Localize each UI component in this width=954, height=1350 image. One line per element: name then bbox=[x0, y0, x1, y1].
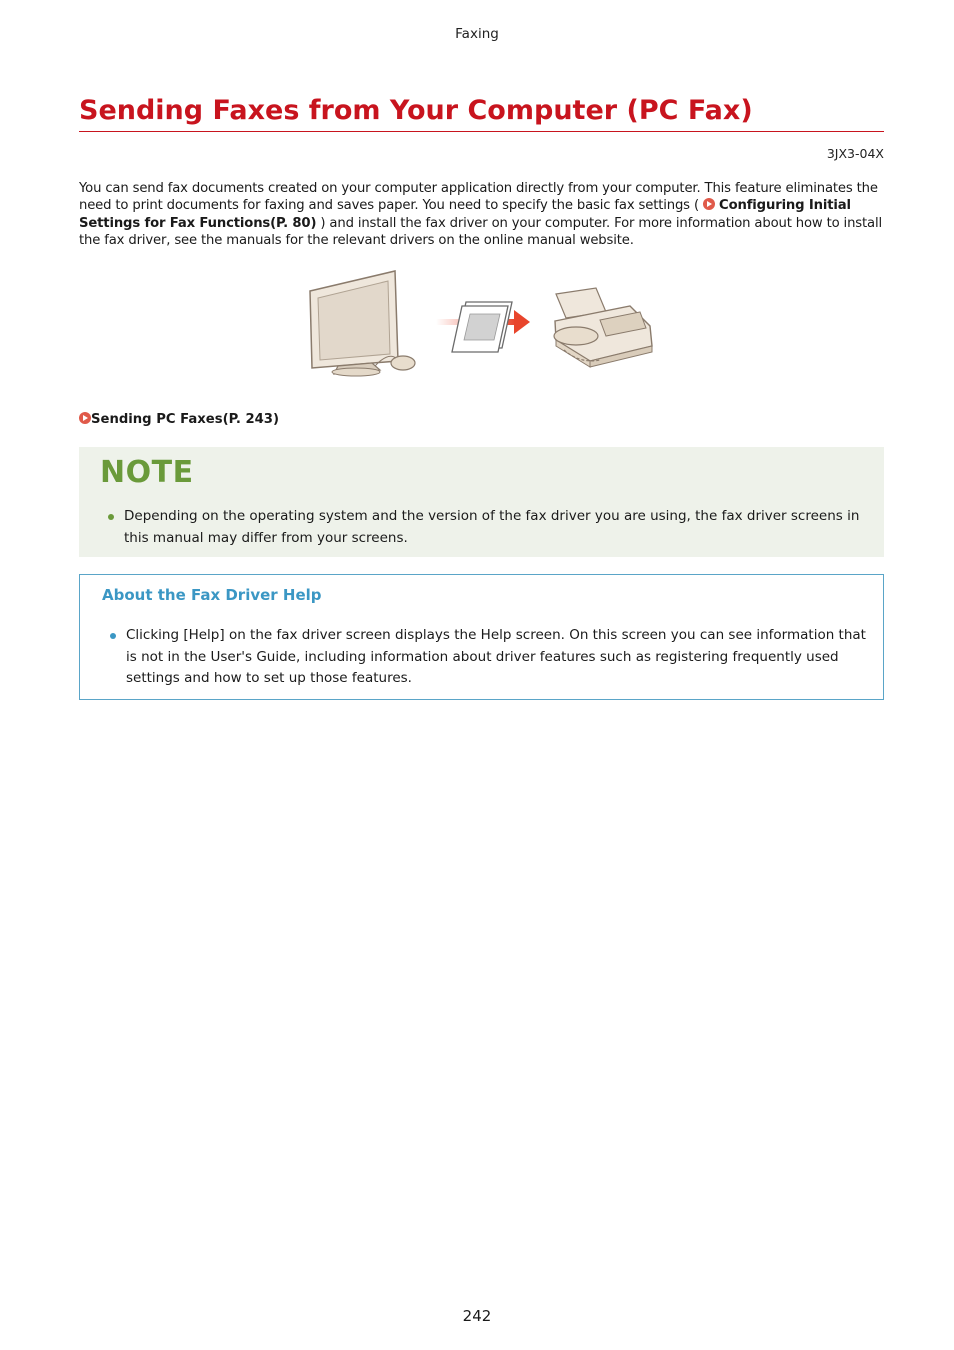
document-icon bbox=[452, 302, 512, 352]
document-id: 3JX3-04X bbox=[826, 146, 884, 161]
running-header: Faxing bbox=[455, 26, 499, 42]
initial-settings-link[interactable]: Configuring Initial Settings for Fax Functions(P. 80) bbox=[79, 198, 851, 231]
note-box bbox=[79, 447, 884, 557]
help-title: About the Fax Driver Help bbox=[102, 586, 322, 604]
sending-pc-faxes-label: Sending PC Faxes(P. 243) bbox=[91, 412, 280, 427]
sending-pc-faxes-link[interactable] bbox=[79, 412, 279, 427]
help-list bbox=[102, 625, 872, 690]
help-box bbox=[79, 574, 884, 700]
intro-paragraph bbox=[79, 180, 889, 250]
link-arrow-icon bbox=[703, 198, 715, 210]
page-number: 242 bbox=[462, 1307, 492, 1325]
note-item: Depending on the operating system and the version of the fax driver you are using, the fax driver screens in this manual may differ from your screens. bbox=[100, 506, 870, 549]
page-title: Sending Faxes from Your Computer (PC Fax) bbox=[79, 94, 884, 132]
fax-machine-icon bbox=[554, 288, 652, 367]
link-arrow-icon bbox=[79, 412, 91, 424]
pc-fax-illustration bbox=[300, 266, 660, 381]
help-item: Clicking [Help] on the fax driver screen displays the Help screen. On this screen you can see information that is not in the User's Guide, including information about driver features such as registering frequently used settings and how to set up those features. bbox=[102, 625, 872, 690]
note-list bbox=[100, 506, 870, 549]
computer-icon bbox=[310, 271, 415, 376]
intro-text-part1: You can send fax documents created on your computer application directly from your computer. This feature eliminates the need to print documents for faxing and saves paper. You need to specify the basic fax settings ( bbox=[79, 181, 878, 214]
intro-text-part2: ) and install the fax driver on your computer. For more information about how to install the fax driver, see the manuals for the relevant drivers on the online manual website. bbox=[79, 215, 882, 249]
note-title: NOTE bbox=[100, 455, 194, 490]
